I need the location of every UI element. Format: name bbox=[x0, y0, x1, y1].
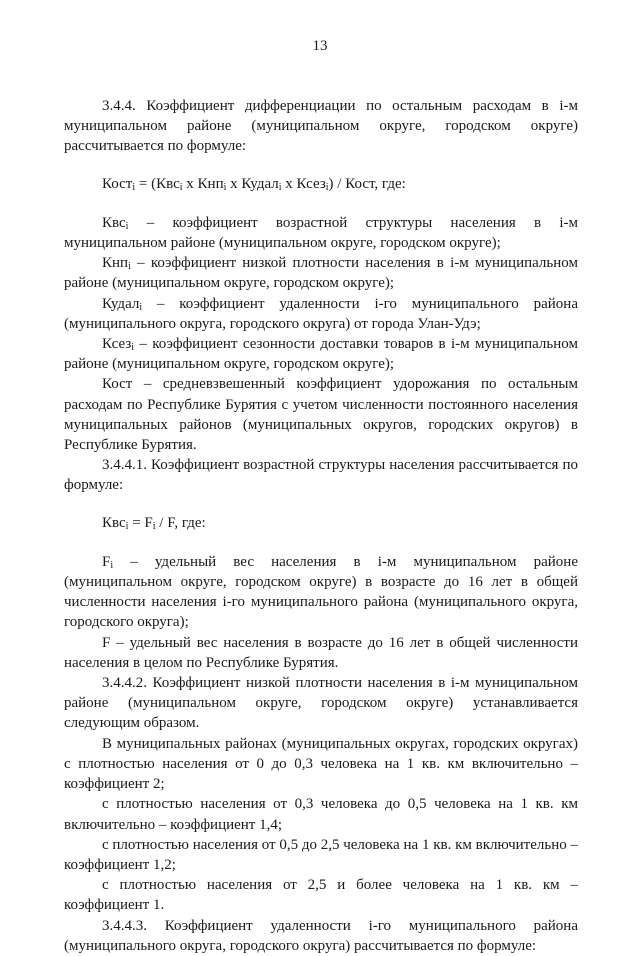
page-number: 13 bbox=[312, 38, 328, 54]
formula-kvs: $Квс_i = F_i / F$, где: bbox=[102, 514, 206, 532]
paragraph-3-4-4-1: 3.4.4.1. Коэффициент возрастной структуры населения рассчитывается по формуле: bbox=[64, 457, 578, 494]
paragraph-3-4-4-3: 3.4.4.3. Коэффициент удаленности i-го муниципального района (муниципального округа, городского округа) рассчитывается по формуле: bbox=[64, 917, 578, 954]
definition-fi: $F_i$ – удельный вес населения в i-м муниципальном районе (муниципальном округе, городском округе) в возрасте до 16 лет в общей численности населения i-го муниципального района (муниципального округа, городского округа); bbox=[64, 553, 578, 631]
density-rule-3: с плотностью населения от 0,5 до 2,5 человека на 1 кв. км включительно – коэффициент 1,2; bbox=[64, 836, 578, 873]
definition-ksez: Ксез$_i$ – коэффициент сезонности доставки товаров в i-м муниципальном районе (муниципальном округе, городском округе); bbox=[64, 336, 578, 373]
definition-kudal: Кудал$_i$ – коэффициент удаленности i-го муниципального района (муниципального округа, городского округа) от города Улан-Удэ; bbox=[64, 295, 578, 332]
paragraph-3-4-4-2: 3.4.4.2. Коэффициент низкой плотности населения в i-м муниципальном районе (муниципальном округе, городском округе) устанавливается следующим образом. bbox=[64, 675, 578, 732]
density-rule-4: с плотностью населения от 2,5 и более человека на 1 кв. км – коэффициент 1. bbox=[64, 877, 578, 914]
definition-f: F – удельный вес населения в возрасте до 16 лет в общей численности населения в целом по Республике Бурятия. bbox=[64, 634, 578, 671]
paragraph-3-4-4: 3.4.4. Коэффициент дифференциации по остальным расходам в i-м муниципальном районе (муниципальном округе, городском округе) рассчитывается по формуле: bbox=[64, 98, 578, 155]
definition-kvs: Квс$_i$ – коэффициент возрастной структуры населения в i-м муниципальном районе (муниципальном округе, городском округе); bbox=[64, 214, 578, 252]
density-rule-1: В муниципальных районах (муниципальных округах, городских округах) с плотностью населения от 0 до 0,3 человека на 1 кв. км включительно – коэффициент 2; bbox=[64, 735, 578, 793]
definition-knp: Кнп$_i$ – коэффициент низкой плотности населения в i-м муниципальном районе (муниципальном округе, городском округе); bbox=[64, 255, 578, 292]
density-rule-2: с плотностью населения от 0,3 человека до 0,5 человека на 1 кв. км включительно – коэффициент 1,4; bbox=[64, 796, 578, 833]
document-body bbox=[64, 96, 578, 956]
formula-kost: Кост$_i$ = (Квс$_i$ х Кнп$_i$ х Кудал$_i$ х Ксез$_i$) / Кост, где: bbox=[102, 175, 406, 193]
definition-kost: Кост – средневзвешенный коэффициент удорожания по остальным расходам по Республике Бурятия с учетом численности постоянного населения муниципальных районов (муниципальных округов, городских округов) в Республике Бурятия. bbox=[64, 376, 578, 454]
